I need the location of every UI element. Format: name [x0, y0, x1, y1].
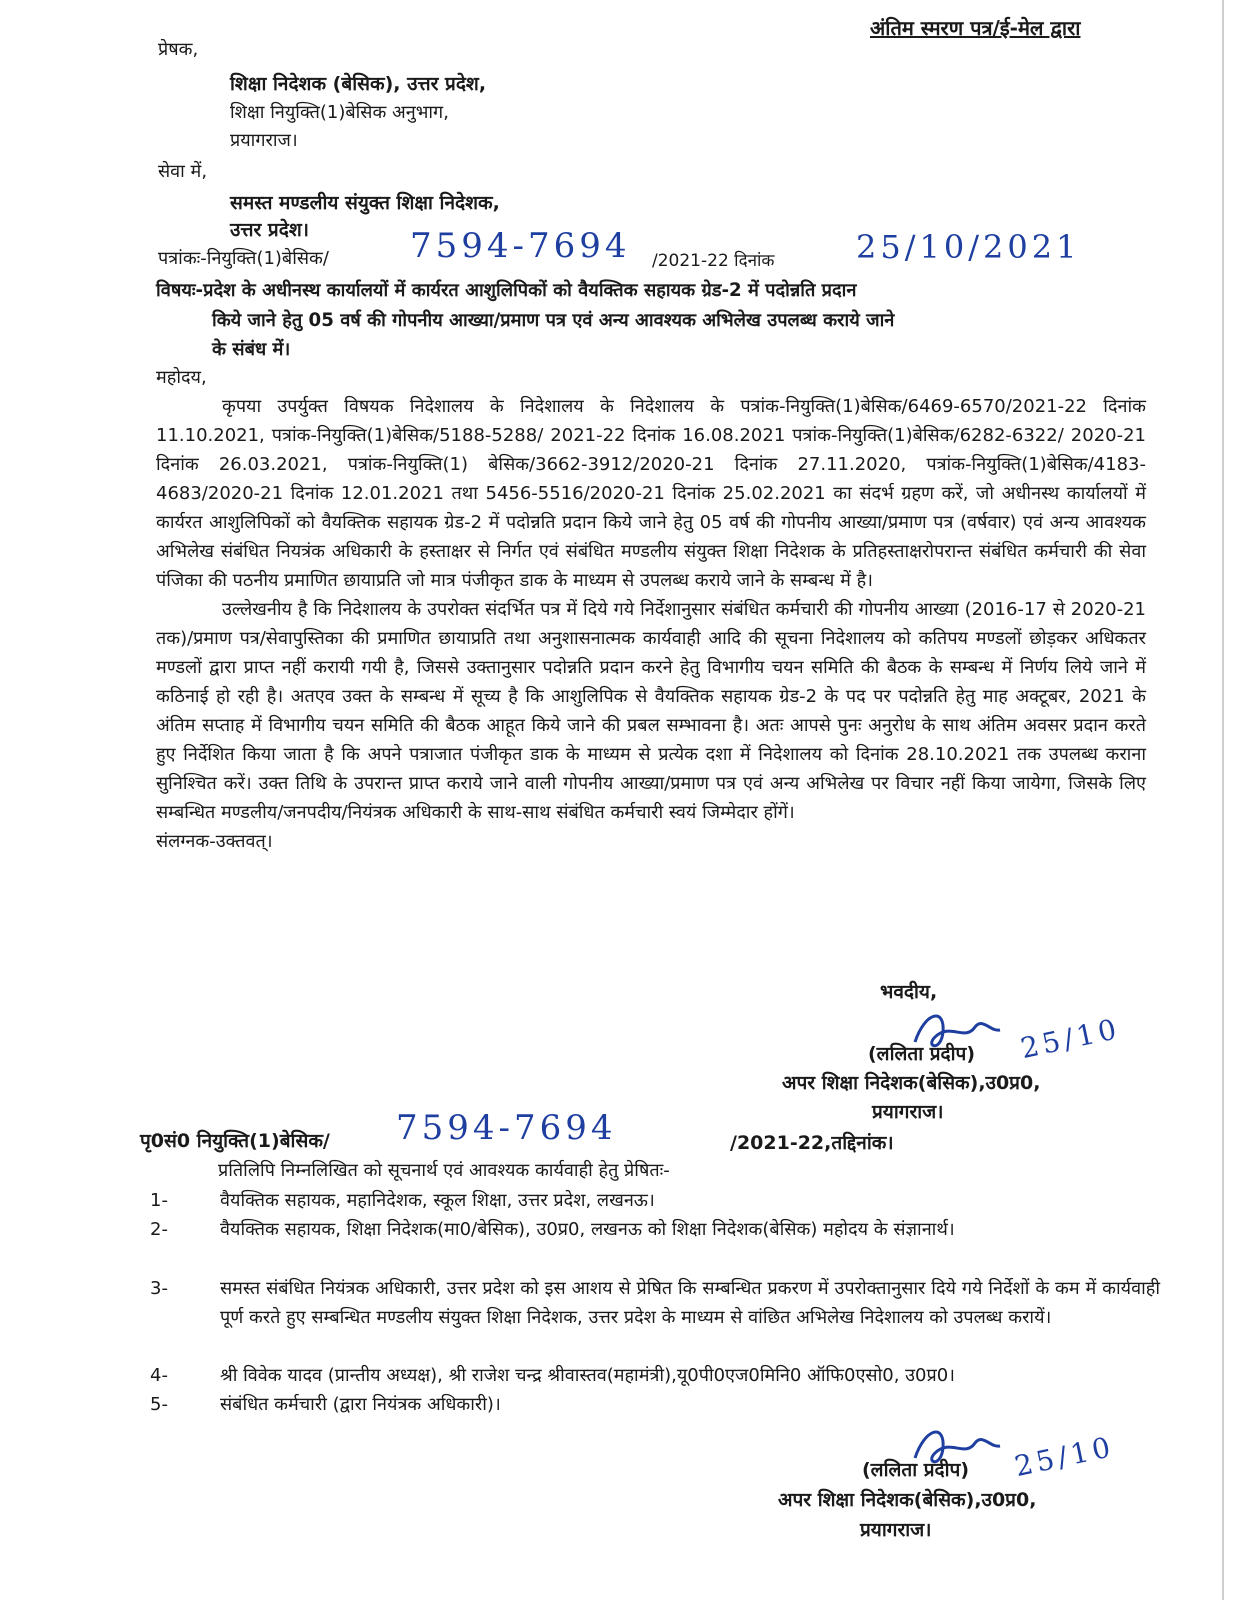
signature-1-place: प्रयागराज।	[872, 1101, 944, 1123]
copy-list-text: वैयक्तिक सहायक, महानिदेशक, स्कूल शिक्षा, उत्तर प्रदेश, लखनऊ।	[220, 1190, 655, 1211]
reference-date-handwritten: 25/10/2021	[856, 228, 1081, 266]
signature-2-name: (ललिता प्रदीप)	[862, 1459, 970, 1481]
signature-2-place: प्रयागराज।	[860, 1519, 932, 1541]
copy-list-text: समस्त संबंधित नियंत्रक अधिकारी, उत्तर प्रदेश को इस आशय से प्रेषित कि सम्बन्धित प्रकरण में उपरोक्तानुसार दिये गये निर्देशों के कम में कार्यवाही पूर्ण करते हुए सम्बन्धित मण्डलीय संयुक्त शिक्षा निदेशक, उत्तर प्रदेश के माध्यम से वांछित अभिलेख निदेशालय को उपलब्ध करायें।	[220, 1278, 1160, 1328]
reference-prefix: पत्रांकः-नियुक्ति(1)बेसिक/	[158, 248, 329, 269]
header-note: अंतिम स्मरण पत्र/ई-मेल द्वारा	[870, 16, 1081, 40]
copy-list-number: 5-	[150, 1394, 168, 1415]
copy-list-text: संबंधित कर्मचारी (द्वारा नियंत्रक अधिकारी)।	[220, 1394, 501, 1415]
sender-line-2: शिक्षा नियुक्ति(1)बेसिक अनुभाग,	[230, 102, 449, 123]
recipient-line-1: समस्त मण्डलीय संयुक्त शिक्षा निदेशक,	[230, 192, 500, 214]
copy-list-text: श्री विवेक यादव (प्रान्तीय अध्यक्ष), श्री राजेश चन्द्र श्रीवास्तव(महामंत्री),यू0पी0एज0मिनि0 ऑफि0एसो0, उ0प्र0।	[220, 1365, 955, 1386]
subject-line-2: किये जाने हेतु 05 वर्ष की गोपनीय आख्या/प्रमाण पत्र एवं अन्य आवश्यक अभिलेख उपलब्ध कराये जाने	[212, 310, 895, 331]
enclosure-note: संलग्नक-उक्तवत्।	[156, 831, 273, 852]
signature-2-designation: अपर शिक्षा निदेशक(बेसिक),उ0प्र0,	[778, 1489, 1037, 1511]
signature-1-designation: अपर शिक्षा निदेशक(बेसिक),उ0प्र0,	[782, 1072, 1041, 1094]
copy-intro: प्रतिलिपि निम्नलिखित को सूचनार्थ एवं आवश्यक कार्यवाही हेतु प्रेषितः-	[218, 1160, 670, 1181]
recipient-label: सेवा में,	[158, 161, 208, 182]
body-paragraph-1: कृपया उपर्युक्त विषयक निदेशालय के निदेशालय के निदेशालय के पत्रांक-नियुक्ति(1)बेसिक/6469-6570/2021-22 दिनांक 11.10.2021, पत्रांक-नियुक्ति(1)बेसिक/5188-5288/ 2021-22 दिनांक 16.08.2021 पत्रांक-नियुक्ति(1)बेसिक/6282-6322/ 2020-21 दिनांक 26.03.2021, पत्रांक-नियुक्ति(1) बेसिक/3662-3912/2020-21 दिनांक 27.11.2020, पत्रांक-नियुक्ति(1)बेसिक/4183-4683/2020-21 दिनांक 12.01.2021 तथा 5456-5516/2020-21 दिनांक 25.02.2021 का संदर्भ ग्रहण करें, जो अधीनस्थ कार्यालयों में कार्यरत आशुलिपिकों को वैयक्तिक सहायक ग्रेड-2 में पदोन्नति प्रदान किये जाने हेतु 05 वर्ष की गोपनीय आख्या/प्रमाण पत्र (वर्षवार) एवं अन्य आवश्यक अभिलेख संबंधित नियत्रंक अधिकारी के हस्ताक्षर से निर्गत एवं संबंधित मण्डलीय संयुक्त शिक्षा निदेशक के प्रतिहस्ताक्षरोपरान्त संबंधित कर्मचारी की सेवा पंजिका की पठनीय प्रमाणित छायाप्रति जो मात्र पंजीकृत डाक के माध्यम से उपलब्ध कराये जाने के सम्बन्ध में है।	[156, 396, 1146, 591]
copy-list-text: वैयक्तिक सहायक, शिक्षा निदेशक(मा0/बेसिक), उ0प्र0, लखनऊ को शिक्षा निदेशक(बेसिक) महोदय के संज्ञानार्थ।	[220, 1219, 955, 1240]
body-paragraph-2: उल्लेखनीय है कि निदेशालय के उपरोक्त संदर्भित पत्र में दिये गये निर्देशानुसार संबंधित कर्मचारी की गोपनीय आख्या (2016-17 से 2020-21 तक)/प्रमाण पत्र/सेवापुस्तिका की प्रमाणित छायाप्रति तथा अनुशासनात्मक कार्यवाही आदि की सूचना निदेशालय को कतिपय मण्डलों छोड़कर अधिकतर मण्डलों द्वारा प्राप्त नहीं करायी गयी है, जिससे उक्तानुसार पदोन्नति प्रदान करने हेतु विभागीय चयन समिति की बैठक के सम्बन्ध में निर्णय लिये जाने में कठिनाई हो रही है। अतएव उक्त के सम्बन्ध में सूच्य है कि आशुलिपिक से वैयक्तिक सहायक ग्रेड-2 के पद पर पदोन्नति हेतु माह अक्टूबर, 2021 के अंतिम सप्ताह में विभागीय चयन समिति की बैठक आहूत किये जाने की प्रबल सम्भावना है। अतः आपसे पुनः अनुरोध के साथ अंतिम अवसर प्रदान करते हुए निर्देशित किया जाता है कि अपने पत्राजात पंजीकृत डाक के माध्यम से प्रत्येक दशा में निदेशालय को दिनांक 28.10.2021 तक उपलब्ध कराना सुनिश्चित करें। उक्त तिथि के उपरान्त प्राप्त कराये जाने वाली गोपनीय आख्या/प्रमाण पत्र एवं अन्य अभिलेख पर विचार नहीं किया जायेगा, जिसके लिए सम्बन्धित मण्डलीय/जनपदीय/नियंत्रक अधिकारी के साथ-साथ संबंधित कर्मचारी स्वयं जिम्मेदार होंगें।	[156, 599, 1146, 823]
salutation: महोदय,	[156, 367, 207, 388]
copy-list-number: 2-	[150, 1219, 168, 1240]
subject-line-3: के संबंध में।	[212, 339, 291, 360]
reference-number-handwritten: 7594-7694	[410, 226, 631, 266]
copy-list-item	[150, 1361, 1160, 1390]
copy-list-item	[150, 1274, 1160, 1361]
sender-label: प्रेषक,	[158, 39, 199, 60]
copy-list-number: 1-	[150, 1190, 168, 1211]
copy-list-item	[150, 1390, 1160, 1419]
copy-reference-number-handwritten: 7594-7694	[396, 1108, 617, 1148]
letter-body	[156, 392, 1146, 856]
copy-reference-suffix: /2021-22,तद्दिनांक।	[730, 1132, 894, 1154]
copy-reference-prefix: पृ0सं0 नियुक्ति(1)बेसिक/	[140, 1130, 330, 1152]
copy-list-item	[150, 1186, 1160, 1215]
signature-1-name: (ललिता प्रदीप)	[868, 1043, 976, 1065]
copy-list-number: 4-	[150, 1365, 168, 1386]
copy-list-item	[150, 1215, 1160, 1273]
reference-year-label: /2021-22 दिनांक	[652, 251, 775, 271]
copy-list-number: 3-	[150, 1278, 168, 1299]
subject-line-1: विषयः-प्रदेश के अधीनस्थ कार्यालयों में कार्यरत आशुलिपिकों को वैयक्तिक सहायक ग्रेड-2 में पदोन्नति प्रदान	[156, 280, 857, 301]
recipient-line-2: उत्तर प्रदेश।	[230, 219, 309, 241]
sender-line-3: प्रयागराज।	[230, 130, 298, 151]
signature-2-date: 25/10	[1011, 1429, 1118, 1484]
sender-line-1: शिक्षा निदेशक (बेसिक), उत्तर प्रदेश,	[230, 73, 487, 95]
scan-edge-line	[1222, 0, 1224, 1600]
signature-1-date: 25/10	[1017, 1011, 1124, 1066]
closing: भवदीय,	[880, 981, 938, 1003]
